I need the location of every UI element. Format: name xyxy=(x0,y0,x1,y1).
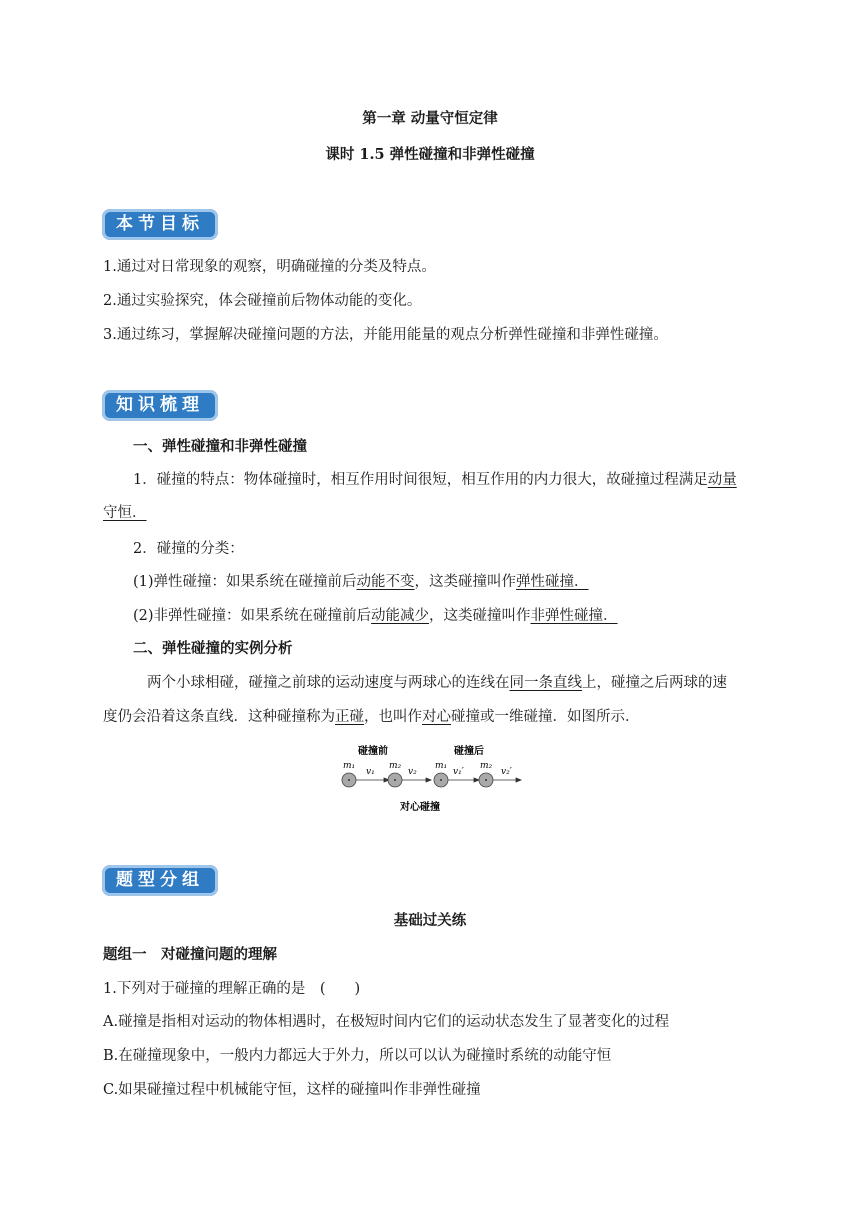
underlined-answer: 同一条直线 xyxy=(509,675,582,691)
before-label: 碰撞前 xyxy=(358,746,388,757)
paragraph-2: 2．碰撞的分类： xyxy=(133,541,244,557)
velocity-v2-prime-label: v₂′ xyxy=(501,767,512,777)
goal-item: 1.通过对日常现象的观察，明确碰撞的分类及特点。 xyxy=(103,259,436,275)
underlined-answer: 守恒． xyxy=(103,505,147,521)
underlined-answer: 对心 xyxy=(422,709,451,725)
chapter-title: 第一章 动量守恒定律 xyxy=(362,110,498,127)
underlined-answer: 动能不变 xyxy=(356,574,415,590)
text-run: 度仍会沿着这条直线．这种碰撞称为 xyxy=(103,709,335,725)
text-run: 碰撞或一维碰撞．如图所示． xyxy=(451,709,640,725)
goal-item: 2.通过实验探究，体会碰撞前后物体动能的变化。 xyxy=(103,293,422,309)
underlined-answer: 动能减少 xyxy=(371,608,430,624)
section-1-title: 一、弹性碰撞和非弹性碰撞 xyxy=(133,438,307,455)
text-run: (1)弹性碰撞：如果系统在碰撞前后 xyxy=(133,574,357,590)
collision-figure xyxy=(336,740,526,816)
paragraph-3 xyxy=(133,572,589,592)
text-run: ，也叫作 xyxy=(364,709,422,725)
mass-m1-label: m₁ xyxy=(435,761,448,771)
paragraph-1-line-1 xyxy=(133,470,737,490)
underlined-answer: 动量 xyxy=(707,472,737,488)
practice-banner: 题型分组 xyxy=(102,865,218,896)
text-run: ，这类碰撞叫作 xyxy=(414,574,517,590)
paragraph-5 xyxy=(147,673,727,693)
text-run: (2)非弹性碰撞：如果系统在碰撞前后 xyxy=(133,608,372,624)
velocity-v1-prime-label: v₁′ xyxy=(453,767,464,777)
mass-m2-label: m₂ xyxy=(389,761,402,771)
mass-m2-label: m₂ xyxy=(480,761,493,771)
option-a: A.碰撞是指相对运动的物体相遇时，在极短时间内它们的运动状态发生了显著变化的过程 xyxy=(103,1014,670,1030)
goal-item: 3.通过练习，掌握解决碰撞问题的方法，并能用能量的观点分析弹性碰撞和非弹性碰撞。 xyxy=(103,327,668,343)
figure-caption: 对心碰撞 xyxy=(400,802,440,813)
lesson-title: 课时 1.5 弹性碰撞和非弹性碰撞 xyxy=(325,146,535,163)
paragraph-4 xyxy=(133,606,618,626)
text-run: 上，碰撞之后两球的速 xyxy=(582,675,727,691)
text-run: ，这类碰撞叫作 xyxy=(429,608,531,624)
text-run: 1．碰撞的特点：物体碰撞时，相互作用时间很短，相互作用的内力很大，故碰撞过程满足 xyxy=(133,472,708,488)
option-b: B.在碰撞现象中，一般内力都远大于外力，所以可以认为碰撞时系统的动能守恒 xyxy=(103,1048,612,1064)
question-1: 1.下列对于碰撞的理解正确的是 ( ) xyxy=(103,981,361,997)
underlined-answer: 正碰 xyxy=(335,709,364,725)
paragraph-6 xyxy=(103,707,640,727)
underlined-answer: 非弹性碰撞． xyxy=(530,608,618,624)
velocity-v2-label: v₂ xyxy=(408,767,417,777)
knowledge-banner: 知识梳理 xyxy=(102,390,218,421)
paragraph-1-line-2 xyxy=(103,503,147,523)
goals-banner: 本节目标 xyxy=(102,209,218,240)
underlined-answer: 弹性碰撞． xyxy=(516,574,589,590)
practice-subtitle: 基础过关练 xyxy=(393,912,467,929)
mass-m1-label: m₁ xyxy=(343,761,356,771)
section-2-title: 二、弹性碰撞的实例分析 xyxy=(133,640,293,657)
group-title: 题组一 对碰撞问题的理解 xyxy=(103,946,277,963)
velocity-v1-label: v₁ xyxy=(366,767,375,777)
option-c: C.如果碰撞过程中机械能守恒，这样的碰撞叫作非弹性碰撞 xyxy=(103,1082,481,1098)
text-run: 两个小球相碰，碰撞之前球的运动速度与两球心的连线在 xyxy=(147,675,510,691)
after-label: 碰撞后 xyxy=(454,746,484,757)
